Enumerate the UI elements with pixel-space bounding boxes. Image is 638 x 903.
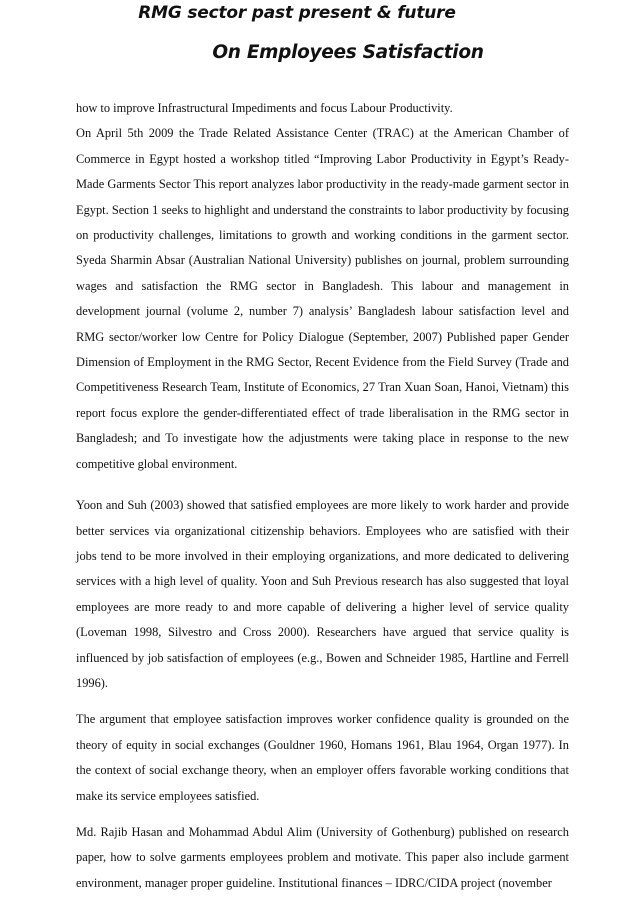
paragraph-5: Md. Rajib Hasan and Mohammad Abdul Alim (University of Gothenburg) published on research paper, how to solve garments employees problem and motivate. This paper also include garment environment, manager proper guideline. Institutional finances – IDRC/CIDA project (november [76, 824, 569, 890]
paragraph-1: how to improve Infrastructural Impediments and focus Labour Productivity. [76, 101, 453, 115]
paragraph-3: Yoon and Suh (2003) showed that satisfied employees are more likely to work harder and provide better services via organizational citizenship behaviors. Employees who are satisfied with their jobs tend to be more involved in their employing organizations, and more dedicated to delivering services with a high level of quality. Yoon and Suh Previous research has also suggested that loyal employees are more ready to and more capable of delivering a higher level of service quality (Loveman 1998, Silvestro and Cross 2000). Researchers have argued that service quality is influenced by job satisfaction of employees (e.g., Bowen and Schneider 1985, Hartline and Ferrell 1996). [76, 498, 569, 690]
document-body [76, 96, 569, 896]
paragraph-2: On April 5th 2009 the Trade Related Assistance Center (TRAC) at the American Chamber of Commerce in Egypt hosted a workshop titled “Improving Labor Productivity in Egypt’s Ready-Made Garments Sector This report analyzes labor productivity in the ready-made garment sector in Egypt. Section 1 seeks to highlight and understand the constraints to labor productivity by focusing on productivity challenges, limitations to growth and working conditions in the garment sector. Syeda Sharmin Absar (Australian National University) publishes on journal, problem surrounding wages and satisfaction the RMG sector in Bangladesh. This labour and management in development journal (volume 2, number 7) analysis’ Bangladesh labour satisfaction level and RMG sector/worker low Centre for Policy Dialogue (September, 2007) Published paper Gender Dimension of Employment in the RMG Sector, Recent Evidence from the Field Survey (Trade and Competitiveness Research Team, Institute of Economics, 27 Tran Xuan Soan, Hanoi, Vietnam) this report focus explore the gender-differentiated effect of trade liberalisation in the RMG sector in Bangladesh; and To investigate how the adjustments were taking place in response to the new competitive global environment. [76, 126, 569, 471]
page-subtitle: On Employees Satisfaction [212, 42, 484, 63]
paragraph-4: The argument that employee satisfaction improves worker confidence quality is grounded on the theory of equity in social exchanges (Gouldner 1960, Homans 1961, Blau 1964, Organ 1977). In the context of social exchange theory, when an employer offers favorable working conditions that make its service employees satisfied. [76, 712, 569, 803]
page-title: RMG sector past present & future [138, 3, 456, 23]
